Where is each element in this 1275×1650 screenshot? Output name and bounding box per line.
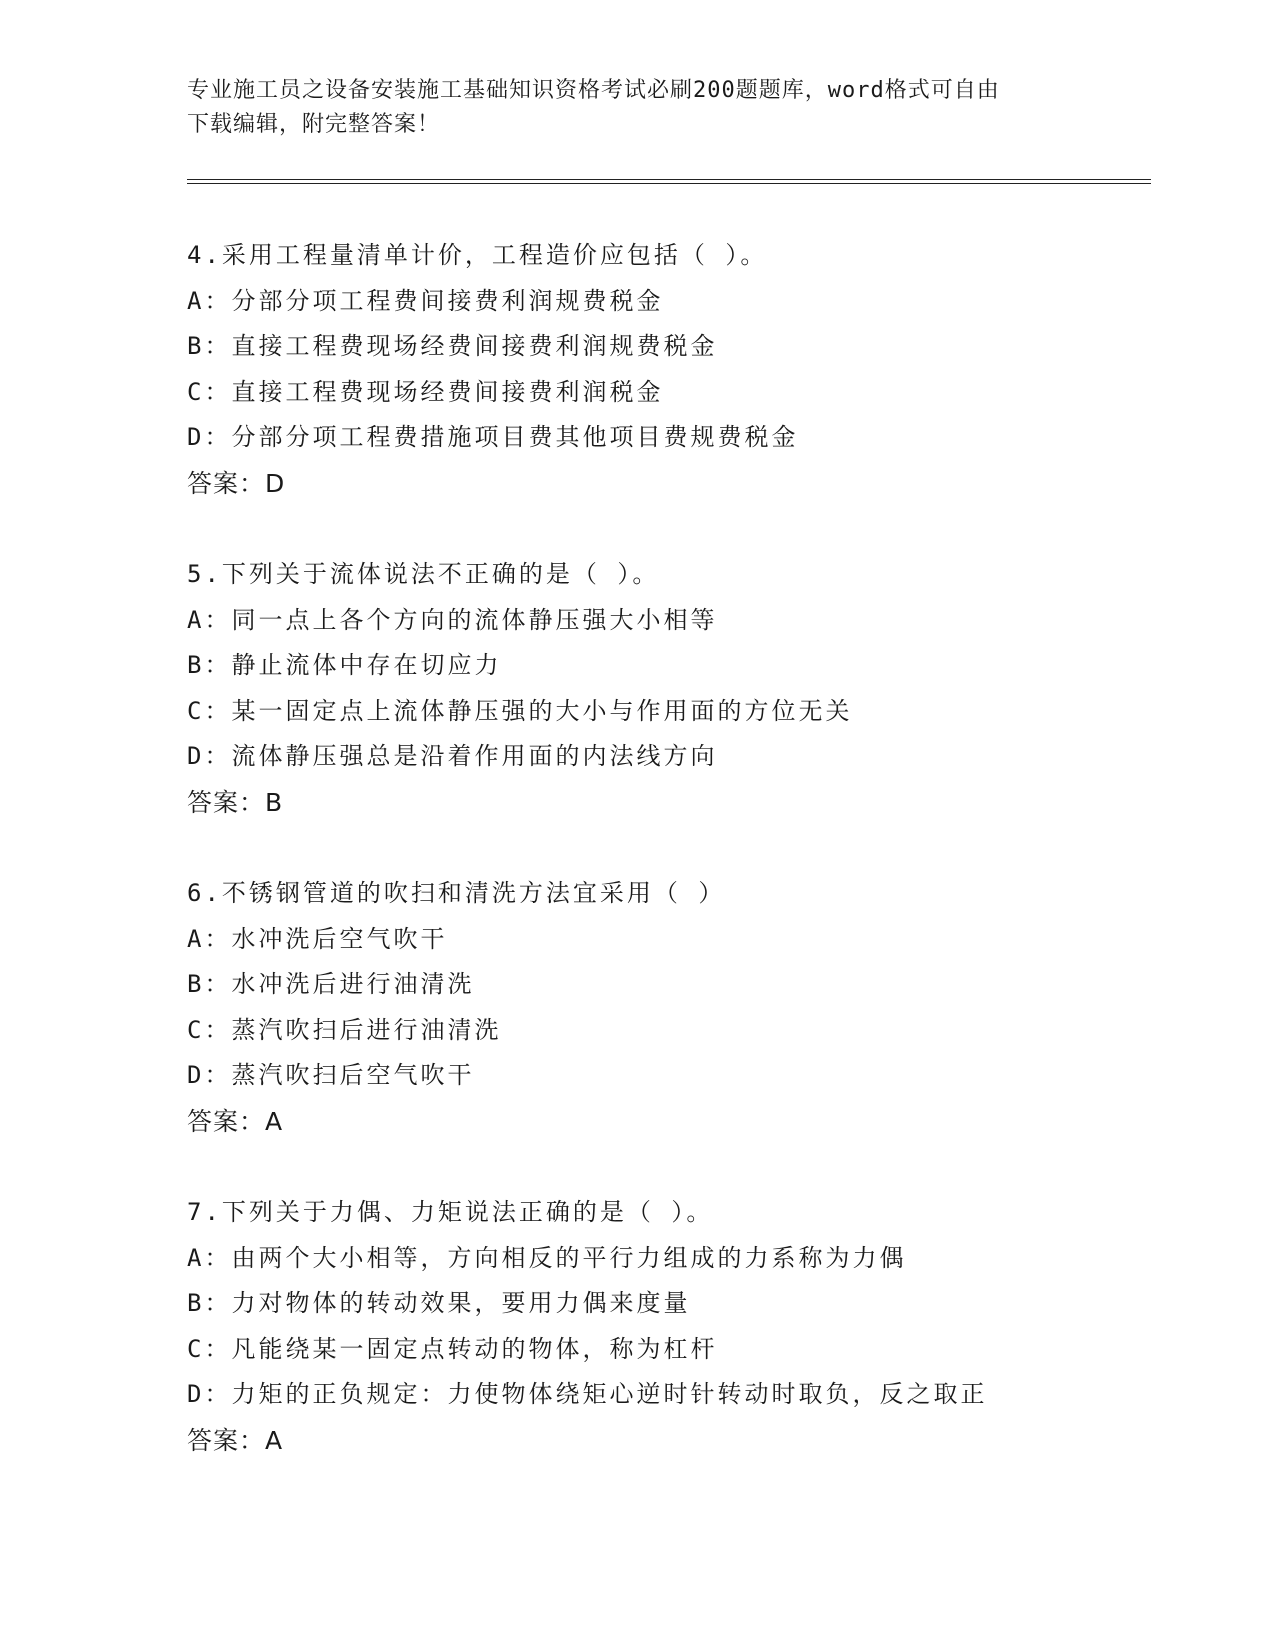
option-c: C：某一固定点上流体静压强的大小与作用面的方位无关	[187, 696, 853, 725]
option-d: D：流体静压强总是沿着作用面的内法线方向	[187, 742, 718, 770]
header-line-2: 下载编辑，附完整答案！	[187, 112, 441, 137]
answer: 答案：B	[187, 787, 284, 817]
question-4	[187, 233, 1167, 506]
header-divider-bottom	[187, 183, 1151, 184]
question-stem: 5.下列关于流体说法不正确的是（ ）。	[187, 560, 660, 588]
option-b: B：力对物体的转动效果，要用力偶来度量	[187, 1289, 691, 1317]
option-d: D：分部分项工程费措施项目费其他项目费规费税金	[187, 423, 799, 451]
option-a: A：同一点上各个方向的流体静压强大小相等	[187, 605, 718, 634]
option-a: A：由两个大小相等，方向相反的平行力组成的力系称为力偶	[187, 1243, 907, 1272]
option-c: C：直接工程费现场经费间接费利润税金	[187, 377, 664, 406]
question-stem: 7.下列关于力偶、力矩说法正确的是（ ）。	[187, 1198, 714, 1226]
question-stem: 4.采用工程量清单计价，工程造价应包括（ ）。	[187, 241, 768, 269]
document-header	[187, 74, 1087, 142]
option-b: B：直接工程费现场经费间接费利润规费税金	[187, 332, 718, 360]
question-6	[187, 871, 1167, 1144]
option-b: B：静止流体中存在切应力	[187, 651, 502, 679]
option-b: B：水冲洗后进行油清洗	[187, 970, 475, 998]
option-c: C：凡能绕某一固定点转动的物体，称为杠杆	[187, 1334, 718, 1363]
answer: 答案：A	[187, 1425, 284, 1455]
header-line-1: 专业施工员之设备安装施工基础知识资格考试必刷200题题库，word格式可自由	[187, 78, 1000, 103]
answer: 答案：D	[187, 468, 286, 498]
option-a: A：分部分项工程费间接费利润规费税金	[187, 286, 664, 315]
question-5	[187, 552, 1167, 825]
question-stem: 6.不锈钢管道的吹扫和清洗方法宜采用（ ）	[187, 879, 726, 907]
option-d: D：力矩的正负规定：力使物体绕矩心逆时针转动时取负，反之取正	[187, 1380, 988, 1408]
option-c: C：蒸汽吹扫后进行油清洗	[187, 1015, 502, 1044]
header-divider-top	[187, 179, 1151, 180]
option-a: A：水冲洗后空气吹干	[187, 924, 448, 953]
option-d: D：蒸汽吹扫后空气吹干	[187, 1061, 475, 1089]
answer: 答案：A	[187, 1106, 284, 1136]
question-7	[187, 1190, 1167, 1463]
